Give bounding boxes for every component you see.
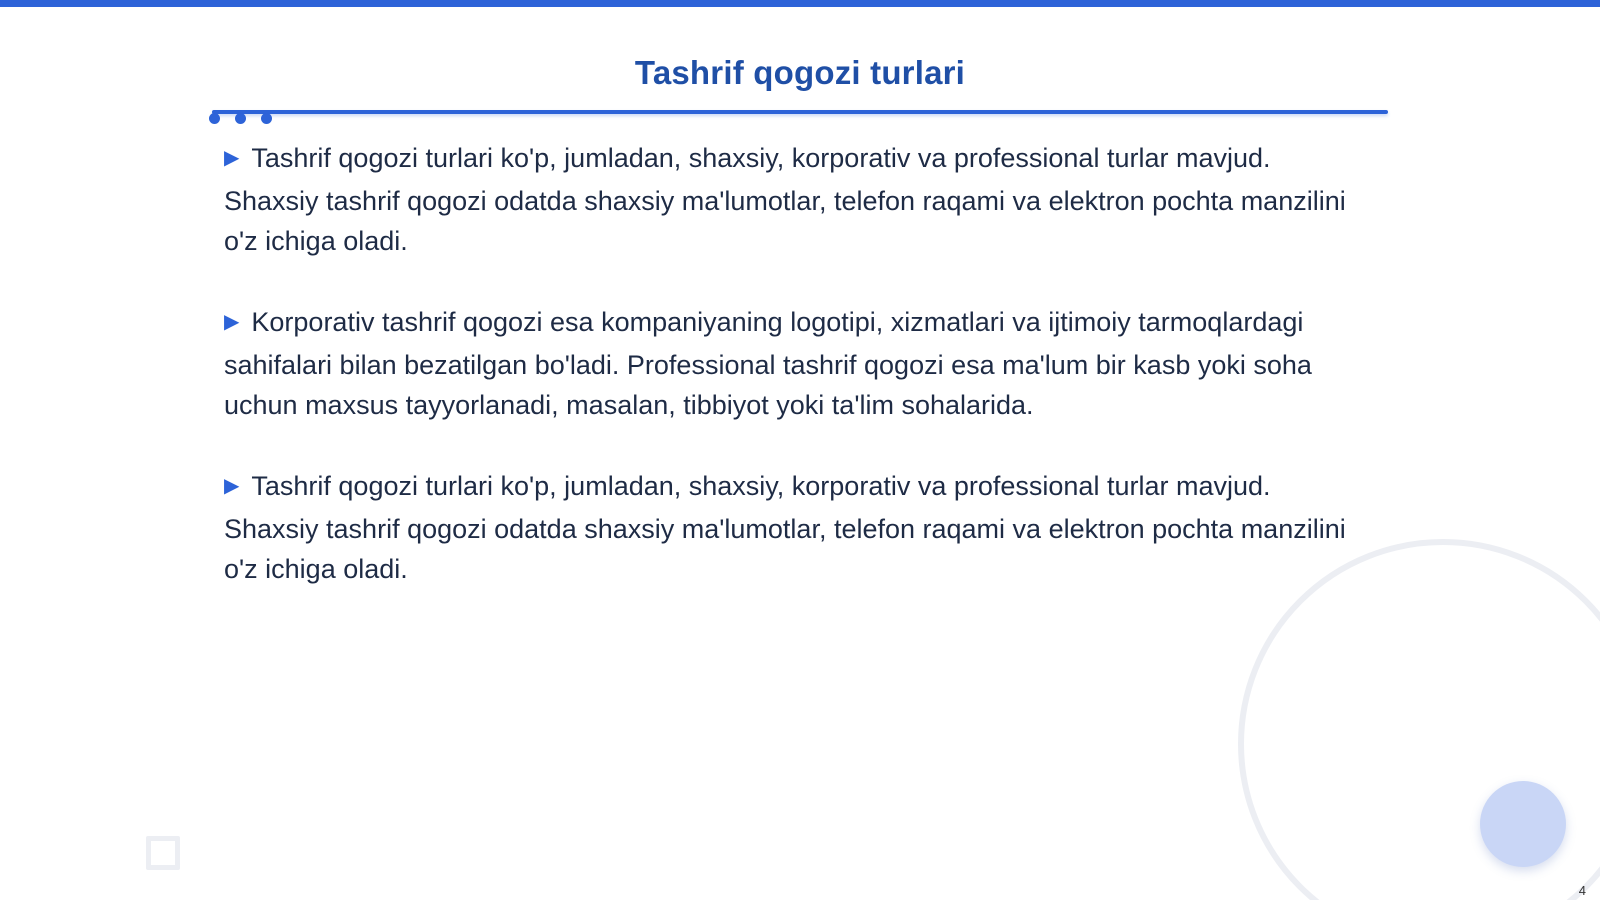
title-underline bbox=[212, 110, 1388, 114]
paragraph-text: Tashrif qogozi turlari ko'p, jumladan, shaxsiy, korporativ va professional turlar mavjud. Shaxsiy tashrif qogozi odatda shaxsiy ma'lumotlar, telefon raqami va elektron pochta manzilini o'z ichiga oladi. bbox=[224, 471, 1346, 584]
bullet-paragraph-2 bbox=[224, 302, 1354, 425]
slide-title: Tashrif qogozi turlari bbox=[634, 54, 966, 91]
triangle-right-icon: ▶ bbox=[224, 147, 240, 169]
triangle-right-icon: ▶ bbox=[224, 475, 240, 497]
square-outline-icon bbox=[146, 836, 180, 870]
page-number: 4 bbox=[1578, 883, 1586, 898]
bullet-list bbox=[224, 138, 1354, 630]
paragraph-text: Korporativ tashrif qogozi esa kompaniyaning logotipi, xizmatlari va ijtimoiy tarmoqlardagi sahifalari bilan bezatilgan bo'ladi. Professional tashrif qogozi esa ma'lum bir kasb yoki soha uchun maxsus tayyorlanadi, masalan, tibbiyot yoki ta'lim sohalarida. bbox=[224, 307, 1312, 420]
underline-dot-1 bbox=[209, 113, 220, 124]
bullet-paragraph-3 bbox=[224, 466, 1354, 589]
top-accent-bar bbox=[0, 0, 1600, 7]
filled-circle-icon bbox=[1480, 781, 1566, 867]
underline-dot-2 bbox=[235, 113, 246, 124]
underline-dot-3 bbox=[261, 113, 272, 124]
paragraph-text: Tashrif qogozi turlari ko'p, jumladan, shaxsiy, korporativ va professional turlar mavjud. Shaxsiy tashrif qogozi odatda shaxsiy ma'lumotlar, telefon raqami va elektron pochta manzilini o'z ichiga oladi. bbox=[224, 143, 1346, 256]
triangle-right-icon: ▶ bbox=[224, 311, 240, 333]
bullet-paragraph-1 bbox=[224, 138, 1354, 261]
